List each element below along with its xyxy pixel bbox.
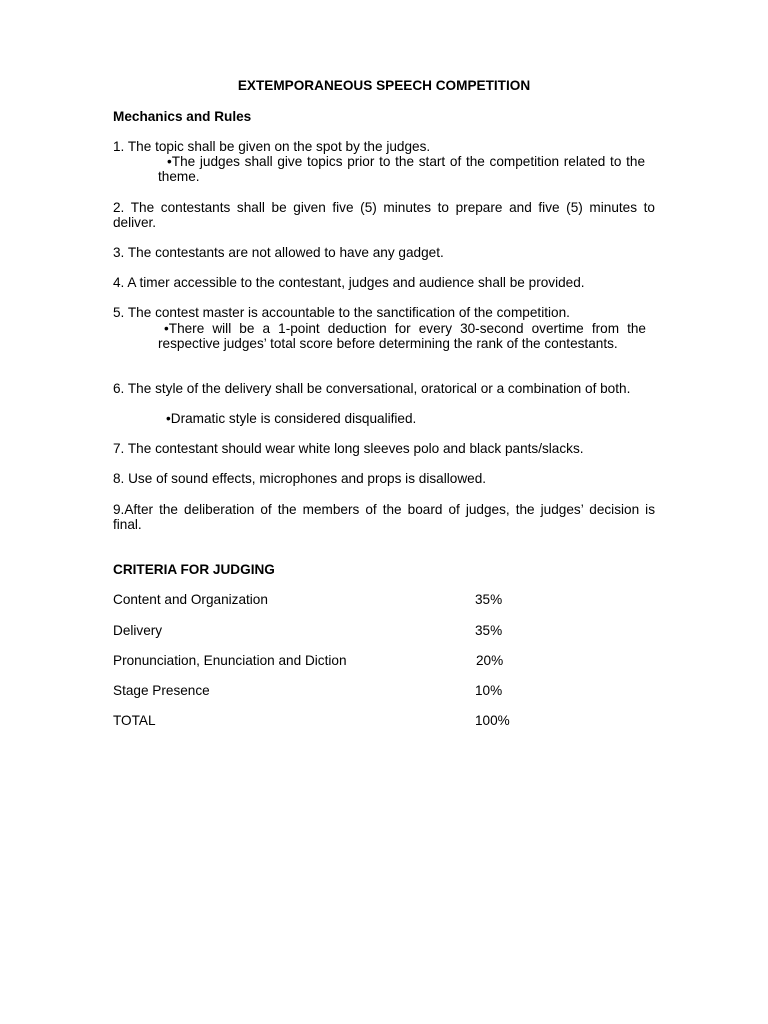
rule-8: 8. Use of sound effects, microphones and props is disallowed. bbox=[113, 471, 487, 486]
document-title: EXTEMPORANEOUS SPEECH COMPETITION bbox=[237, 78, 531, 93]
criteria-percent: 10% bbox=[475, 683, 503, 698]
rule-3: 3. The contestants are not allowed to have any gadget. bbox=[113, 245, 444, 260]
criteria-percent: 35% bbox=[475, 592, 503, 607]
criteria-name: Content and Organization bbox=[113, 592, 268, 607]
criteria-total-name: TOTAL bbox=[113, 713, 156, 728]
criteria-percent: 20% bbox=[476, 653, 504, 668]
rule-5-sub: •There will be a 1-point deduction for every 30-second overtime from the respective judges’ total score before determining the rank of the contestants. bbox=[158, 321, 646, 352]
rule-6-sub: •Dramatic style is considered disqualified. bbox=[166, 411, 417, 426]
mechanics-heading: Mechanics and Rules bbox=[113, 109, 252, 124]
rule-9: 9.After the deliberation of the members of the board of judges, the judges’ decision is final. bbox=[113, 502, 655, 533]
rule-2: 2. The contestants shall be given five (5) minutes to prepare and five (5) minutes to deliver. bbox=[113, 200, 655, 231]
criteria-percent: 35% bbox=[475, 623, 503, 638]
criteria-name: Pronunciation, Enunciation and Diction bbox=[113, 653, 347, 668]
criteria-name: Delivery bbox=[113, 623, 163, 638]
criteria-total-percent: 100% bbox=[475, 713, 510, 728]
rule-4: 4. A timer accessible to the contestant, judges and audience shall be provided. bbox=[113, 275, 585, 290]
criteria-name: Stage Presence bbox=[113, 683, 210, 698]
rule-7: 7. The contestant should wear white long sleeves polo and black pants/slacks. bbox=[113, 441, 584, 456]
rule-1: 1. The topic shall be given on the spot by the judges. bbox=[113, 139, 431, 154]
rule-6: 6. The style of the delivery shall be conversational, oratorical or a combination of both. bbox=[113, 381, 631, 396]
rule-1-sub: •The judges shall give topics prior to the start of the competition related to the theme. bbox=[158, 154, 645, 185]
rule-5: 5. The contest master is accountable to the sanctification of the competition. bbox=[113, 305, 570, 320]
criteria-heading: CRITERIA FOR JUDGING bbox=[113, 562, 275, 577]
